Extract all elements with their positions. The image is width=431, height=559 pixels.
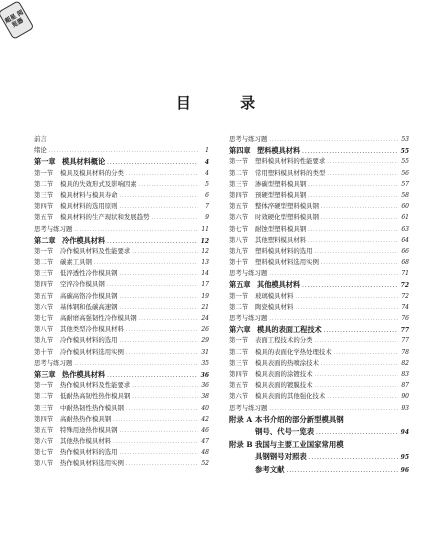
toc-leader-dots [120, 292, 198, 303]
toc-leader-dots [113, 415, 198, 426]
toc-entry-title: 塑料模具材料的选用 [255, 246, 313, 255]
toc-entry-page: 40 [201, 404, 209, 412]
page-title: 目 录 [175, 94, 278, 112]
toc-entry [34, 425, 209, 436]
toc-entry-number: 第五节 [34, 425, 54, 434]
toc-entry [229, 302, 409, 313]
toc-entry-title: 前言 [34, 135, 47, 143]
toc-entry-title: 高碳高铬冷作模具钢 [60, 291, 118, 300]
toc-entry-page: 72 [401, 292, 409, 300]
toc-entry-title: 钢号、代号一览表 [255, 427, 315, 437]
toc-entry-page: 36 [201, 382, 209, 390]
toc-entry-title: 思考与练习题 [229, 135, 268, 143]
toc-entry-number: 第二节 [229, 347, 249, 356]
toc-entry [229, 291, 409, 302]
toc-leader-dots [308, 191, 398, 202]
toc-entry-page: 61 [401, 214, 409, 222]
toc-entry-page: 24 [201, 315, 209, 322]
toc-entry [229, 179, 409, 190]
toc-entry [229, 156, 409, 167]
toc-entry-number: 第八节 [34, 459, 54, 468]
toc-leader-dots [315, 381, 398, 392]
toc-entry [229, 224, 409, 235]
toc-entry-title: 模具表面的镀膜技术 [255, 381, 313, 390]
toc-entry-number: 第一章 [34, 157, 56, 167]
toc-entry-title: 绪论 [34, 146, 47, 155]
toc-entry-number: 第一节 [229, 157, 249, 166]
toc-entry-title: 具钢钢号对照表 [255, 452, 307, 462]
toc-entry [34, 246, 209, 257]
toc-entry [229, 335, 409, 346]
toc-entry-title: 其他塑料模具材料 [255, 235, 307, 244]
toc-entry [34, 212, 209, 223]
toc-entry-page: 38 [201, 393, 209, 401]
toc-entry-title: 低耐热高韧性热作模具钢 [60, 392, 131, 401]
toc-entry-number: 第六节 [229, 392, 249, 401]
toc-leader-dots [327, 169, 398, 180]
toc-entry-page: 94 [400, 429, 409, 437]
toc-leader-dots [321, 213, 398, 224]
toc-entry-number: 第七节 [229, 224, 249, 233]
toc-entry [229, 190, 409, 201]
toc-entry-page: 77 [401, 337, 409, 345]
toc-entry [34, 436, 209, 447]
toc-leader-dots [327, 392, 398, 403]
toc-entry-page: 6 [205, 191, 209, 199]
toc-leader-dots [334, 348, 398, 359]
toc-entry-title: 高耐热热作模具钢 [60, 414, 112, 423]
toc-entry-page: 5 [205, 180, 209, 188]
toc-entry-title: 模具材料的选用原则 [60, 202, 118, 211]
toc-entry [229, 347, 409, 358]
toc-entry-page: 72 [400, 282, 409, 290]
toc-entry-title: 模具表面的热喷涂技术 [255, 358, 319, 367]
toc-entry-title: 基体钢和低碳高速钢 [60, 302, 118, 311]
toc-entry [34, 447, 209, 458]
toc-entry-page: 11 [201, 225, 209, 233]
toc-leader-dots [321, 202, 398, 213]
toc-entry-title: 陶瓷模具材料 [255, 302, 294, 311]
toc-left-column [34, 134, 209, 470]
toc-leader-dots [126, 348, 198, 359]
toc-entry-title: 塑料模具材料选用实例 [255, 258, 319, 267]
toc-entry-page: 58 [401, 191, 409, 199]
toc-entry [34, 335, 209, 346]
toc-entry-page: 47 [201, 438, 209, 446]
toc-entry [229, 134, 409, 145]
toc-entry [34, 403, 209, 414]
toc-entry-number: 第三节 [34, 190, 54, 199]
toc-entry-number: 第四章 [229, 146, 251, 156]
toc-entry-page: 31 [201, 348, 209, 356]
toc-entry-page: 46 [201, 426, 209, 434]
toc-entry-page: 52 [201, 460, 209, 468]
toc-entry [34, 134, 209, 145]
toc-entry-number: 第二节 [34, 179, 54, 188]
toc-entry [229, 212, 409, 223]
toc-entry [34, 190, 209, 201]
toc-entry-number: 第三节 [34, 269, 54, 278]
toc-entry-page: 17 [201, 281, 209, 289]
toc-leader-dots [120, 191, 198, 202]
toc-leader-dots [120, 426, 198, 437]
toc-entry-number: 第六节 [34, 302, 54, 311]
toc-entry [229, 439, 409, 452]
toc-entry-page: 53 [401, 136, 409, 143]
toc-entry [229, 414, 409, 427]
toc-leader-dots [132, 381, 198, 392]
toc-entry-title: 热作模具材料的选用 [60, 448, 118, 457]
toc-entry-title: 预硬型塑料模具钢 [255, 190, 307, 199]
toc-entry-page: 95 [400, 454, 409, 462]
toc-leader-dots [139, 314, 198, 325]
toc-leader-dots [287, 466, 398, 477]
toc-entry-page: 83 [401, 370, 409, 378]
toc-entry-page: 60 [401, 203, 409, 211]
toc-entry-title: 中耐热韧性热作模具钢 [60, 403, 124, 412]
toc-entry-title: 热作模具材料及性能要求 [60, 381, 131, 390]
toc-entry [34, 358, 209, 369]
toc-entry-page: 12 [201, 247, 209, 255]
toc-entry-title: 常用塑料模具材料的类型 [255, 168, 326, 177]
toc-entry-title: 整体淬硬型塑料模具钢 [255, 202, 319, 211]
toc-entry-title: 思考与练习题 [229, 269, 268, 278]
toc-leader-dots [151, 213, 198, 224]
toc-entry-number: 第三节 [229, 358, 249, 367]
toc-entry [34, 458, 209, 469]
toc-entry [34, 201, 209, 212]
toc-leader-dots [327, 157, 398, 168]
toc-entry-page: 9 [205, 214, 209, 222]
toc-entry [34, 324, 209, 335]
toc-entry-page: 82 [401, 359, 409, 367]
toc-entry [34, 279, 209, 290]
toc-entry-title: 其他热作模具材料 [60, 437, 112, 446]
toc-entry [229, 426, 409, 439]
toc-entry-title: 我国与主要工业国家常用模 [255, 439, 344, 449]
toc-entry [229, 257, 409, 268]
toc-entry-number: 第一节 [34, 246, 54, 255]
toc-entry [34, 291, 209, 302]
toc-entry-title: 思考与练习题 [34, 358, 73, 367]
toc-entry-page: 14 [201, 270, 209, 278]
toc-entry-title: 低淬透性冷作模具钢 [60, 269, 118, 278]
toc-entry-page: 68 [401, 259, 409, 267]
toc-entry-number: 第三章 [34, 369, 56, 379]
toc-entry-page: 55 [401, 158, 409, 166]
toc-entry [229, 235, 409, 246]
toc-leader-dots [295, 292, 398, 303]
toc-entry-page: 26 [201, 326, 209, 334]
toc-entry-number: 第四节 [34, 280, 54, 289]
toc-entry-page: 93 [401, 404, 409, 412]
toc-leader-dots [295, 303, 398, 314]
toc-entry-title: 模具及模具材料的分类 [60, 168, 124, 177]
toc-entry-page: 63 [401, 225, 409, 233]
toc-entry-title: 模具材料与模具寿命 [60, 190, 118, 199]
toc-entry [229, 201, 409, 212]
toc-entry-number: 第四节 [34, 202, 54, 211]
toc-entry-title: 其他模具材料 [257, 280, 301, 290]
toc-entry-number: 第二章 [34, 235, 56, 245]
toc-entry-title: 冷作模具材料及性能要求 [60, 246, 131, 255]
toc-entry-number: 第八节 [229, 235, 249, 244]
toc-leader-dots [126, 325, 198, 336]
toc-entry-title: 模具材料概论 [62, 157, 106, 167]
toc-entry-number: 第二节 [229, 168, 249, 177]
toc-entry-page: 35 [201, 359, 209, 367]
toc-entry [229, 324, 409, 335]
toc-entry [229, 451, 409, 464]
toc-entry-number: 第九节 [34, 336, 54, 345]
toc-entry-number: 第四节 [229, 369, 249, 378]
toc-entry-title: 热作模具材料 [62, 369, 106, 379]
toc-entry-page: 42 [201, 415, 209, 423]
toc-leader-dots [309, 453, 398, 464]
toc-leader-dots [126, 169, 198, 180]
toc-entry-number: 第十节 [229, 258, 249, 267]
toc-entry-title: 玻璃模具材料 [255, 291, 294, 300]
toc-entry [34, 224, 209, 235]
toc-entry [34, 391, 209, 402]
toc-entry-page: 64 [401, 236, 409, 244]
toc-entry-page: 12 [200, 237, 209, 245]
toc-entry-page: 66 [401, 247, 409, 255]
toc-right-column [229, 134, 409, 476]
toc-entry [229, 403, 409, 414]
toc-entry-page: 90 [401, 393, 409, 401]
toc-entry [229, 313, 409, 324]
toc-entry-title: 模具的表面工程技术 [257, 325, 322, 335]
toc-entry-title: 冷作模具材料 [62, 235, 106, 245]
toc-entry-title: 时效硬化型塑料模具钢 [255, 213, 319, 222]
toc-leader-dots [107, 280, 198, 291]
toc-entry-number: 第二节 [34, 392, 54, 401]
toc-leader-dots [308, 180, 398, 191]
toc-entry [34, 156, 209, 167]
toc-entry-title: 模具的失效形式及影响因素 [60, 179, 137, 188]
toc-entry-title: 塑料模具材料 [257, 146, 301, 156]
toc-leader-dots [120, 448, 198, 459]
toc-entry [34, 302, 209, 313]
toc-entry [34, 347, 209, 358]
toc-entry-number: 第二节 [229, 302, 249, 311]
toc-entry [34, 179, 209, 190]
toc-entry [34, 268, 209, 279]
toc-entry [34, 414, 209, 425]
toc-entry [34, 257, 209, 268]
toc-leader-dots [321, 258, 398, 269]
toc-entry-title: 思考与练习题 [229, 314, 268, 322]
toc-entry-page: 57 [401, 180, 409, 188]
toc-entry-title: 冷作模具材料的选用 [60, 336, 118, 345]
toc-entry-title: 高耐磨高强韧性冷作模具钢 [60, 314, 137, 322]
toc-entry-number: 第五章 [229, 280, 251, 290]
toc-entry-title: 模具表面的其他强化技术 [255, 392, 326, 401]
toc-entry-page: 71 [401, 270, 409, 278]
toc-entry-page: 87 [401, 382, 409, 390]
toc-entry-number: 第三节 [229, 179, 249, 188]
toc-entry [229, 358, 409, 369]
toc-entry [34, 369, 209, 380]
toc-entry-number: 第二节 [34, 258, 54, 267]
toc-entry-page: 7 [205, 203, 209, 211]
toc-entry-title: 本书介绍的部分新型模具钢 [255, 414, 344, 424]
toc-entry-title: 思考与练习题 [229, 403, 268, 412]
toc-entry-number: 附录 A [229, 414, 253, 424]
toc-entry-number: 第一节 [229, 336, 249, 345]
toc-entry-page: 36 [200, 371, 209, 379]
toc-entry-title: 模具的表面化学热处理技术 [255, 347, 332, 356]
toc-leader-dots [315, 370, 398, 381]
toc-leader-dots [321, 359, 398, 370]
toc-entry-title: 碳素工具钢 [60, 258, 92, 267]
toc-leader-dots [308, 225, 398, 236]
toc-entry-page: 4 [204, 159, 209, 167]
toc-entry [229, 168, 409, 179]
publisher-stamp: 超星 阅览器 [0, 0, 34, 40]
toc-entry-page: 4 [205, 169, 209, 177]
toc-entry-title: 塑料模具材料的性能要求 [255, 157, 326, 166]
toc-entry-title: 耐蚀型塑料模具钢 [255, 224, 307, 233]
toc-entry-number: 第五节 [34, 291, 54, 300]
toc-entry-number: 第一节 [34, 381, 54, 390]
toc-entry-number: 第五节 [229, 381, 249, 390]
toc-entry-page: 55 [400, 148, 409, 156]
toc-entry-title: 冷作模具材料选用实例 [60, 347, 124, 356]
toc-entry-number: 第一节 [229, 291, 249, 300]
toc-entry-title: 热作模具材料选用实例 [60, 459, 124, 468]
toc-entry-number: 第一节 [34, 168, 54, 177]
toc-entry-page: 96 [400, 466, 409, 474]
toc-entry-page: 77 [400, 327, 409, 335]
toc-leader-dots [120, 336, 198, 347]
toc-entry-number: 第七节 [34, 314, 54, 322]
toc-entry-title: 其他类型冷作模具材料 [60, 325, 124, 334]
toc-entry [34, 380, 209, 391]
toc-entry-title: 渗碳型塑料模具钢 [255, 179, 307, 188]
toc-entry [229, 464, 409, 477]
toc-entry-number: 第三节 [34, 403, 54, 412]
toc-entry-page: 74 [401, 303, 409, 311]
toc-entry [229, 391, 409, 402]
toc-leader-dots [308, 236, 398, 247]
toc-entry-title: 模具材料的生产现状和发展趋势 [60, 213, 150, 222]
toc-entry [229, 246, 409, 257]
toc-entry-number: 第六节 [34, 437, 54, 446]
toc-entry [229, 268, 409, 279]
toc-entry [229, 279, 409, 290]
toc-leader-dots [126, 459, 198, 470]
toc-entry [34, 313, 209, 324]
toc-entry-number: 第六节 [229, 213, 249, 222]
toc-entry-page: 19 [201, 292, 209, 300]
toc-entry [34, 168, 209, 179]
toc-entry-page: 48 [201, 449, 209, 457]
toc-entry [229, 380, 409, 391]
toc-entry-page: 29 [201, 337, 209, 345]
toc-entry-number: 附录 B [229, 439, 253, 449]
toc-entry-number: 第五节 [34, 213, 54, 222]
toc-entry-page: 56 [401, 169, 409, 177]
toc-entry-page: 1 [205, 147, 209, 155]
toc-entry-title: 参考文献 [255, 464, 285, 474]
toc-entry-page: 21 [201, 303, 209, 311]
toc-leader-dots [113, 437, 198, 448]
toc-entry-page: 76 [401, 315, 409, 322]
toc-leader-dots [132, 247, 198, 258]
toc-entry-number: 第六章 [229, 325, 251, 335]
toc-entry [229, 369, 409, 380]
toc-entry-number: 第八节 [34, 325, 54, 334]
toc-leader-dots [132, 392, 198, 403]
toc-leader-dots [315, 247, 398, 258]
toc-leader-dots [139, 180, 198, 191]
toc-entry-number: 第七节 [34, 448, 54, 457]
toc-leader-dots [120, 269, 198, 280]
toc-entry-number: 第十节 [34, 347, 54, 356]
toc-leader-dots [126, 404, 198, 415]
toc-entry-number: 第四节 [34, 414, 54, 423]
toc-entry-number: 第四节 [229, 190, 249, 199]
toc-entry [34, 235, 209, 246]
toc-entry-page: 13 [201, 259, 209, 267]
toc-entry-title: 模具表面的涂镀技术 [255, 369, 313, 378]
toc-entry-title: 表面工程技术的分类 [255, 336, 313, 345]
toc-entry-title: 思考与练习题 [34, 224, 73, 233]
toc-entry-page: 78 [401, 348, 409, 356]
toc-entry [34, 145, 209, 156]
toc-entry-title: 空淬冷作模具钢 [60, 280, 105, 289]
toc-entry-title: 特殊用途热作模具钢 [60, 425, 118, 434]
toc-entry-number: 第五节 [229, 202, 249, 211]
toc-entry [229, 145, 409, 156]
toc-entry-number: 第九节 [229, 246, 249, 255]
